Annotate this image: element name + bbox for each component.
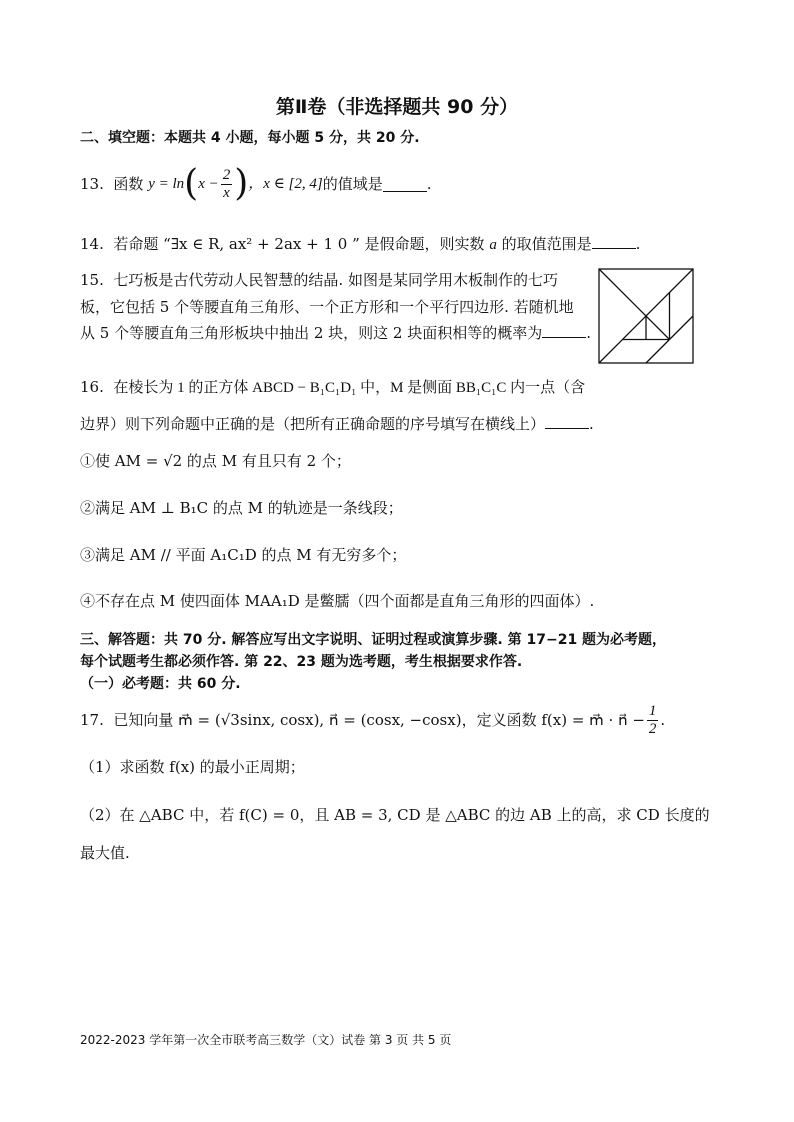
fraction-denominator: x (223, 184, 230, 201)
question-text: 边界）则下列命题中正确的是（把所有正确命题的序号填写在横线上） (80, 415, 546, 433)
answer-blank (545, 414, 589, 429)
variable-expression: x − (198, 176, 219, 192)
question-number: 13. (80, 175, 104, 193)
tangram-figure (598, 268, 694, 364)
period: . (635, 235, 641, 253)
question-15-line1 (80, 270, 558, 290)
answer-blank (592, 234, 636, 249)
section-heading-solve-line1: 三、解答题：共 70 分. 解答应写出文字说明、证明过程或演算步骤. 第 17−21 题为必考题， (80, 632, 667, 648)
answer-blank (542, 323, 586, 338)
period: . (660, 711, 666, 729)
option-3: ③满足 AM // 平面 A₁C₁D 的点 M 有无穷多个； (80, 546, 407, 564)
section-heading-solve-line2: 每个试题考生都必须作答. 第 22、23 题为选考题，考生根据要求作答. (80, 654, 523, 670)
domain-expression: ，x ∈ [2, 4] (248, 176, 323, 192)
question-tail: 的取值范围是 (501, 235, 592, 253)
fraction (221, 167, 233, 202)
function-expression: y = ln (148, 176, 185, 192)
question-tail: 的值域是 (322, 175, 383, 193)
tangram-diagonal-main (599, 269, 670, 340)
question-15-line2: 板，它包括 5 个等腰直角三角形、一个正方形和一个平行四边形. 若随机地 (80, 298, 574, 316)
answer-blank (383, 177, 427, 192)
right-paren: ) (234, 163, 249, 204)
question-17-part1: （1）求函数 f(x) 的最小正周期； (80, 758, 305, 776)
option-2: ②满足 AM ⊥ B₁C 的点 M 的轨迹是一条线段； (80, 499, 403, 517)
period: . (586, 324, 592, 342)
question-text: 在棱长为 1 的正方体 ABCD − B₁C₁D₁ 中，M 是侧面 BB₁C₁C 内一点（含 (113, 380, 586, 396)
question-number: 16. (80, 378, 104, 396)
option-1: ①使 AM = √2 的点 M 有且只有 2 个； (80, 452, 351, 470)
question-text: 函数 (113, 175, 144, 193)
question-14 (80, 234, 640, 255)
left-paren: ( (184, 163, 199, 204)
tangram-small-triangle-edge (670, 316, 694, 340)
page-title: 第Ⅱ卷（非选择题共 90 分） (275, 96, 519, 118)
variable-a: a (489, 237, 497, 253)
question-17 (80, 698, 665, 742)
question-number: 17. (80, 711, 104, 729)
fraction (647, 703, 659, 738)
question-16-line1 (80, 377, 585, 398)
question-17-part2-line2: 最大值. (80, 844, 130, 862)
question-text: 七巧板是古代劳动人民智慧的结晶. 如图是某同学用木板制作的七巧 (113, 271, 558, 289)
fraction-numerator: 2 (222, 166, 231, 183)
tangram-parallelogram-edge (646, 340, 670, 364)
question-number: 14. (80, 235, 104, 253)
page-footer: 2022-2023 学年第一次全市联考高三数学（文）试卷 第 3 页 共 5 页 (80, 1033, 452, 1047)
question-text: 已知向量 m⃗ = (√3sinx, cosx), n⃗ = (cosx, −cosx)，定义函数 f(x) = m⃗ · n⃗ − (113, 711, 645, 729)
period: . (589, 415, 594, 433)
option-4: ④不存在点 M 使四面体 MAA₁D 是鳖臑（四个面都是直角三角形的四面体）. (80, 592, 595, 610)
section-subheading-required: （一）必考题：共 60 分. (80, 676, 241, 692)
section-heading-fill-in: 二、填空题：本题共 4 小题，每小题 5 分，共 20 分. (80, 130, 420, 146)
question-13 (80, 162, 432, 206)
fraction-denominator: 2 (648, 720, 657, 737)
question-number: 15. (80, 271, 104, 289)
question-16-line2 (80, 414, 594, 434)
question-text: 若命题 “∃x ∈ R, ax² + 2ax + 1 0 ” 是假命题，则实数 (113, 235, 485, 253)
fraction-numerator: 1 (648, 702, 657, 719)
question-15-line3 (80, 323, 591, 343)
question-text: 从 5 个等腰直角三角形板块中抽出 2 块，则这 2 块面积相等的概率为 (80, 324, 543, 342)
question-17-part2-line1: （2）在 △ABC 中，若 f(C) = 0，且 AB = 3, CD 是 △ABC 的边 AB 上的高，求 CD 长度的 (80, 806, 710, 824)
period: . (426, 175, 432, 193)
